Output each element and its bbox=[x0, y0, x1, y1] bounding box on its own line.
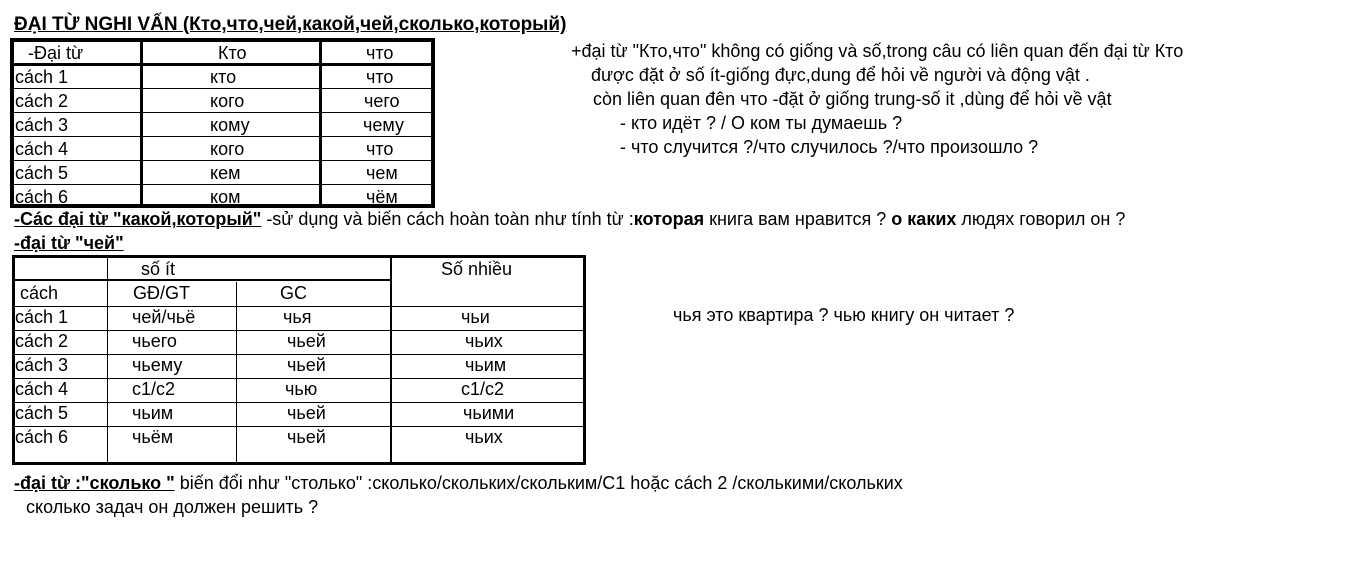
kto-form: кого bbox=[210, 139, 245, 159]
kakoi-paragraph bbox=[14, 208, 1125, 230]
kto-form: кто bbox=[210, 67, 237, 87]
column-divider bbox=[390, 258, 392, 462]
header-fem: GC bbox=[280, 283, 307, 303]
group-plural: Số nhiều bbox=[441, 259, 513, 279]
fem-form: чьей bbox=[287, 331, 326, 351]
header-case: cách bbox=[20, 283, 59, 303]
plural-form: чьих bbox=[465, 331, 503, 351]
skolko-description: biến đổi như "столько" :сколько/скольких/скольким/С1 hoặc cách 2 /сколькими/скольких bbox=[174, 473, 903, 493]
plural-form: чьих bbox=[465, 427, 503, 447]
plural-form: чьими bbox=[463, 403, 515, 423]
case-label: cách 6 bbox=[15, 427, 69, 447]
skolko-paragraph bbox=[14, 472, 903, 494]
plural-form: чьи bbox=[461, 307, 490, 327]
column-divider bbox=[319, 42, 322, 204]
skolko-example: сколько задач он должен решить ? bbox=[26, 497, 319, 517]
page-title: ĐẠI TỪ NGHI VẤN (Кто,что,чей,какой,чей,сколько,который) bbox=[14, 14, 567, 35]
pronoun-kto-chto-table bbox=[10, 38, 435, 208]
chto-form: что bbox=[366, 139, 394, 159]
case-label: cách 3 bbox=[15, 355, 69, 375]
header-divider bbox=[15, 279, 390, 281]
kakoi-example-bold: о каких bbox=[891, 209, 957, 229]
masc-neut-form: чьему bbox=[132, 355, 183, 375]
header-kto: Кто bbox=[218, 43, 247, 63]
masc-neut-form: чьего bbox=[132, 331, 177, 351]
plural-form: с1/с2 bbox=[461, 379, 505, 399]
case-label: cách 1 bbox=[15, 307, 69, 327]
case-label: cách 2 bbox=[15, 331, 69, 351]
note-example: - что случится ?/что случилось ?/что произошло ? bbox=[620, 137, 1039, 157]
column-divider bbox=[140, 42, 143, 204]
chto-form: чем bbox=[366, 163, 398, 183]
note-line: được đặt ở số ít-giống đực,dung để hỏi về người và động vật . bbox=[591, 65, 1090, 85]
fem-form: чьей bbox=[287, 427, 326, 447]
masc-neut-form: с1/с2 bbox=[132, 379, 176, 399]
chto-form: чего bbox=[364, 91, 400, 111]
chto-form: что bbox=[366, 67, 394, 87]
masc-neut-form: чей/чьё bbox=[132, 307, 196, 327]
skolko-heading: -đại từ :"сколько " bbox=[14, 473, 175, 493]
case-label: cách 6 bbox=[15, 187, 69, 207]
masc-neut-form: чьим bbox=[132, 403, 174, 423]
kto-form: кому bbox=[210, 115, 250, 135]
chto-form: чём bbox=[366, 187, 398, 207]
kakoi-example-text: книга вам нравится ? bbox=[704, 209, 892, 229]
case-label: cách 4 bbox=[15, 139, 69, 159]
plural-form: чьим bbox=[465, 355, 507, 375]
chei-example: чья это квартира ? чью книгу он читает ? bbox=[673, 305, 1015, 325]
group-singular: số ít bbox=[141, 259, 176, 279]
chto-form: чему bbox=[363, 115, 404, 135]
kakoi-example-bold: которая bbox=[633, 209, 705, 229]
fem-form: чьей bbox=[287, 403, 326, 423]
note-line: còn liên quan đên что -đặt ở giống trung-số it ,dùng để hỏi về vật bbox=[593, 89, 1112, 109]
row-divider bbox=[14, 136, 431, 137]
kakoi-example-text: людях говорил он ? bbox=[956, 209, 1126, 229]
note-example: - кто идёт ? / О ком ты думаешь ? bbox=[620, 113, 903, 133]
fem-form: чья bbox=[283, 307, 312, 327]
column-divider bbox=[107, 258, 108, 462]
kakoi-heading: -Các đại từ "какой,который" bbox=[14, 209, 262, 229]
case-label: cách 1 bbox=[15, 67, 69, 87]
masc-neut-form: чьём bbox=[132, 427, 174, 447]
fem-form: чьей bbox=[287, 355, 326, 375]
pronoun-chei-table bbox=[12, 255, 586, 465]
row-divider bbox=[14, 184, 431, 185]
kto-form: кого bbox=[210, 91, 245, 111]
header-chto: что bbox=[366, 43, 394, 63]
row-divider bbox=[14, 160, 431, 161]
row-divider bbox=[14, 112, 431, 113]
kakoi-description: -sử dụng và biến cách hoàn toàn như tính từ : bbox=[261, 209, 634, 229]
header-pronoun: -Đại từ bbox=[28, 43, 84, 63]
row-divider bbox=[14, 88, 431, 89]
column-divider bbox=[236, 282, 237, 462]
header-masc-neut: GĐ/GT bbox=[133, 283, 190, 303]
case-label: cách 5 bbox=[15, 403, 69, 423]
case-label: cách 2 bbox=[15, 91, 69, 111]
chei-heading: -đại từ "чей" bbox=[14, 233, 124, 253]
kto-form: ком bbox=[210, 187, 241, 207]
case-label: cách 3 bbox=[15, 115, 69, 135]
case-label: cách 5 bbox=[15, 163, 69, 183]
fem-form: чью bbox=[285, 379, 318, 399]
case-label: cách 4 bbox=[15, 379, 69, 399]
note-line: +đại từ "Кто,что" không có giống và số,trong câu có liên quan đến đại từ Кто bbox=[571, 41, 1184, 61]
kto-form: кем bbox=[210, 163, 241, 183]
